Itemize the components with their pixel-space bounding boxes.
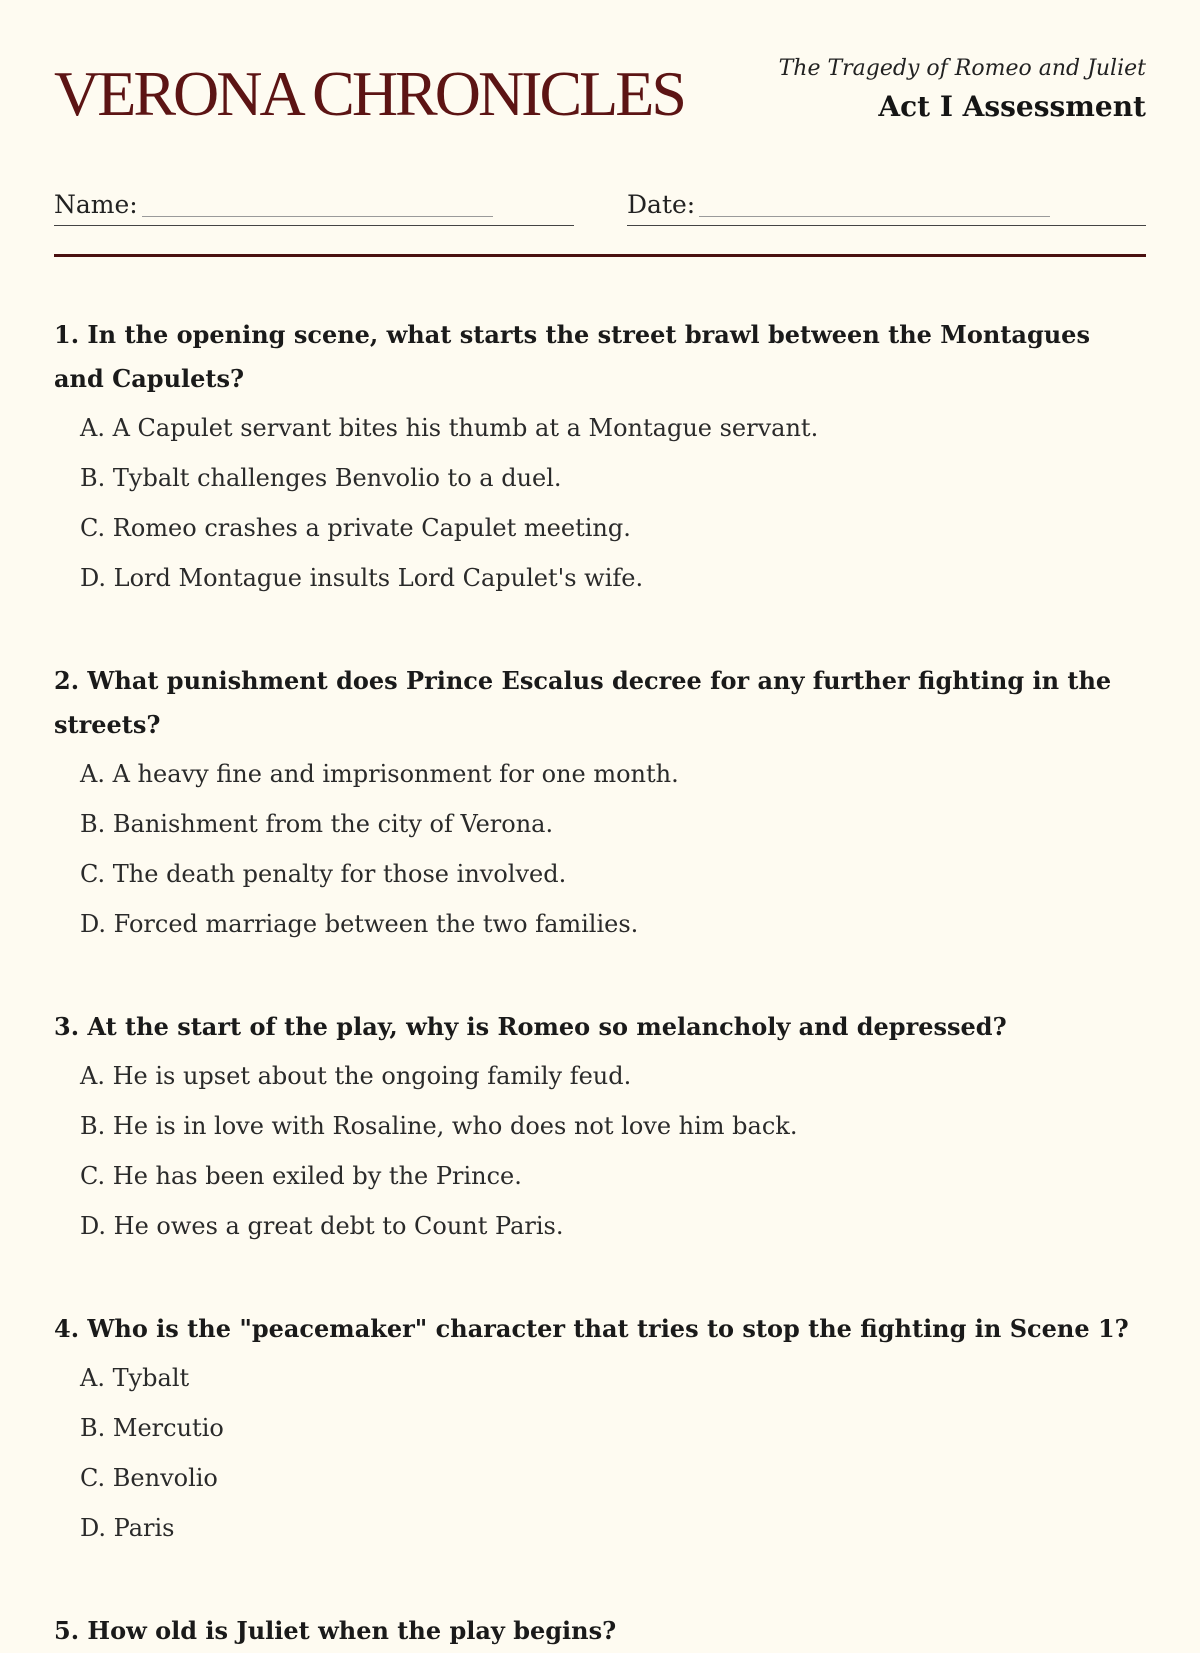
- question-2: [54, 659, 1146, 955]
- date-label: Date:: [627, 190, 696, 219]
- answer-options: [54, 755, 1146, 955]
- answer-option[interactable]: B. Mercutio: [80, 1414, 224, 1442]
- date-field[interactable]: [627, 180, 1146, 226]
- answer-option[interactable]: B. Banishment from the city of Verona.: [80, 810, 554, 838]
- name-field[interactable]: [54, 180, 574, 226]
- question-1: [54, 313, 1146, 609]
- student-info-fields: [54, 150, 1146, 224]
- answer-option[interactable]: B. Tybalt challenges Benvolio to a duel.: [80, 464, 562, 492]
- answer-option[interactable]: A. Tybalt: [80, 1364, 190, 1392]
- masthead-title: VERONA CHRONICLES: [54, 58, 684, 129]
- answer-option[interactable]: A. A Capulet servant bites his thumb at a Montague servant.: [80, 414, 819, 442]
- question-4: [54, 1307, 1146, 1559]
- answer-option[interactable]: B. He is in love with Rosaline, who does not love him back.: [80, 1112, 798, 1140]
- question-3: [54, 1005, 1146, 1257]
- answer-option[interactable]: C. Benvolio: [80, 1464, 218, 1492]
- question-text: 5. How old is Juliet when the play begins?: [54, 1616, 617, 1645]
- worksheet-header: [54, 0, 1146, 150]
- answer-options: [54, 1057, 1146, 1257]
- question-list: [54, 313, 1146, 1653]
- question-5: [54, 1609, 1146, 1653]
- answer-option[interactable]: C. The death penalty for those involved.: [80, 860, 567, 888]
- date-blank-line[interactable]: [699, 191, 1050, 217]
- header-divider: [54, 254, 1146, 257]
- answer-option[interactable]: D. He owes a great debt to Count Paris.: [80, 1212, 564, 1240]
- answer-option[interactable]: D. Forced marriage between the two families.: [80, 910, 639, 938]
- answer-option[interactable]: A. A heavy fine and imprisonment for one month.: [80, 760, 679, 788]
- question-text: 2. What punishment does Prince Escalus decree for any further fighting in the streets?: [54, 666, 1112, 739]
- question-text: 1. In the opening scene, what starts the street brawl between the Montagues and Capulets?: [54, 320, 1090, 393]
- answer-option[interactable]: A. He is upset about the ongoing family feud.: [80, 1062, 632, 1090]
- name-blank-line[interactable]: [142, 191, 493, 217]
- play-title: The Tragedy of Romeo and Juliet: [778, 56, 1146, 81]
- answer-options: [54, 409, 1146, 609]
- assessment-title: Act I Assessment: [878, 90, 1146, 124]
- header-subtitles: [779, 56, 1146, 124]
- question-text: 4. Who is the "peacemaker" character that tries to stop the fighting in Scene 1?: [54, 1314, 1129, 1343]
- answer-option[interactable]: C. He has been exiled by the Prince.: [80, 1162, 522, 1190]
- question-text: 3. At the start of the play, why is Romeo so melancholy and depressed?: [54, 1012, 1007, 1041]
- name-label: Name:: [54, 190, 138, 219]
- answer-option[interactable]: C. Romeo crashes a private Capulet meeting.: [80, 514, 631, 542]
- answer-option[interactable]: D. Lord Montague insults Lord Capulet's wife.: [80, 564, 644, 592]
- answer-option[interactable]: D. Paris: [80, 1514, 175, 1542]
- answer-options: [54, 1359, 1146, 1559]
